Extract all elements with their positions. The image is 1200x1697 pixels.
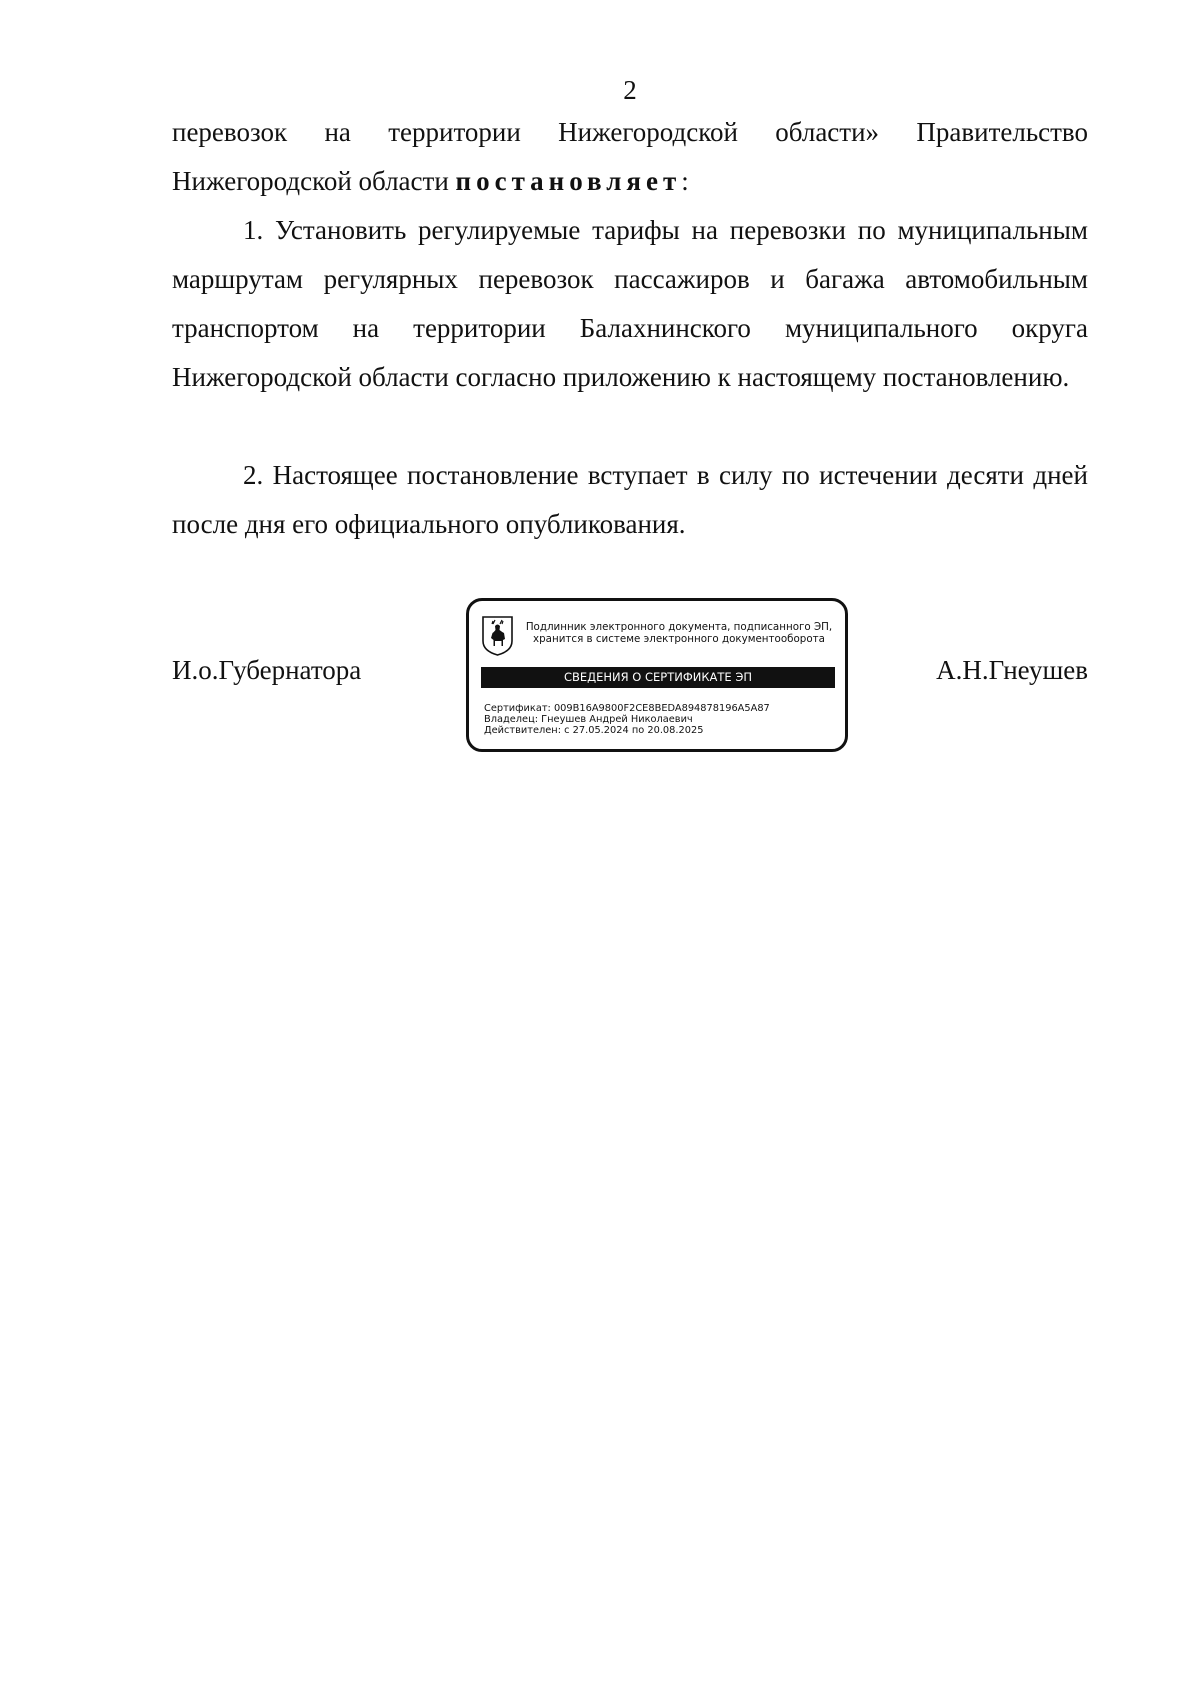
paragraph-intro [172,108,1088,206]
coat-of-arms-icon [481,615,514,657]
certificate-banner: СВЕДЕНИЯ О СЕРТИФИКАТЕ ЭП [481,667,835,688]
page-number: 2 [623,75,637,105]
certificate-number: Сертификат: 009B16A9800F2CE8BEDA894878196A5A87 [484,703,770,714]
electronic-signature-stamp [466,598,848,752]
signatory-name: А.Н.Гнеушев [936,655,1088,685]
certificate-owner: Владелец: Гнеушев Андрей Николаевич [484,714,693,725]
resolution-item-2: 2. Настоящее постановление вступает в силу по истечении десяти дней после дня его официального опубликования. [172,460,1088,539]
certificate-details [484,703,770,736]
certificate-validity: Действителен: с 27.05.2024 по 20.08.2025 [484,725,704,736]
resolution-keyword: постановляет [455,166,682,196]
stamp-header: Подлинник электронного документа, подписанного ЭП, хранится в системе электронного документооборота [525,621,833,645]
resolution-item-1: 1. Установить регулируемые тарифы на перевозки по муниципальным маршрутам регулярных перевозок пассажиров и багажа автомобильным транспортом на территории Балахнинского муниципального округа Нижегородской области согласно приложению к настоящему постановлению. [172,215,1088,392]
intro-tail: : [681,166,689,196]
signatory-position: И.о.Губернатора [172,655,362,685]
intro-text: перевозок на территории Нижегородской области» Правительство Нижегородской области [172,117,1088,196]
